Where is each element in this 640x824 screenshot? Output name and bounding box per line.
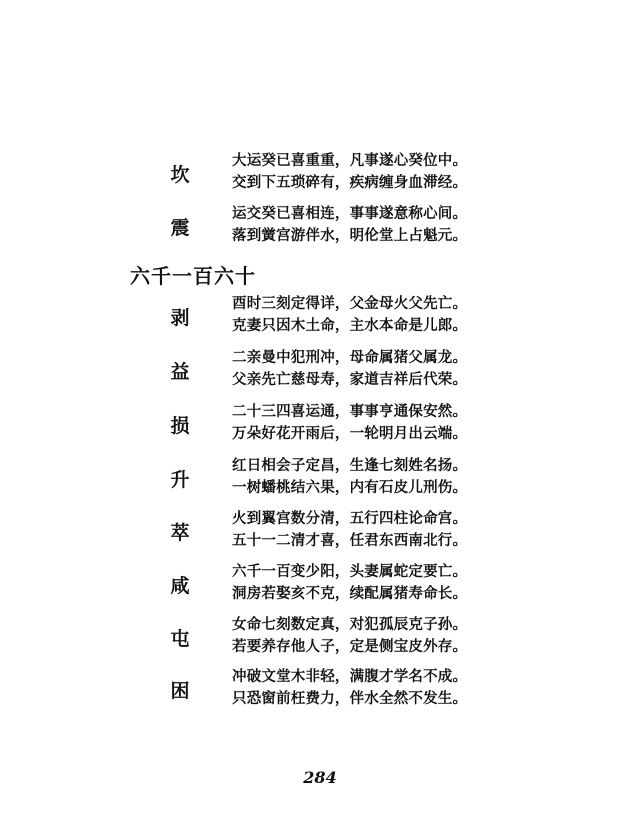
verse-text [232,347,467,391]
trigram-label: 震 [170,217,190,239]
verse-line: 只恐窗前枉费力，伴水全然不发生。 [232,690,468,707]
verse-text [232,455,467,499]
verse-line: 六千一百变少阳，头妻属蛇定要亡。 [232,563,468,580]
verse-line: 二亲曼中犯刑冲，母命属猪父属龙。 [232,349,468,366]
verse-line: 运交癸已喜相连，事事遂意称心间。 [232,205,468,222]
verse-line: 火到翼宫数分清，五行四柱论命宫。 [232,510,468,527]
trigram-label: 萃 [170,522,190,544]
trigram-label: 咸 [170,575,190,597]
verse-text [232,508,467,552]
page-number: 284 [303,768,337,787]
verse-line: 落到黉宫游伴水，明伦堂上占魁元。 [232,227,468,244]
trigram-label: 升 [170,469,190,491]
trigram-label: 损 [170,415,190,437]
verse-line: 万朵好花开雨后，一轮明月出云端。 [232,425,468,442]
verse-line: 若要养存他人子，定是侧宝皮外存。 [232,638,468,655]
verse-text [232,293,467,337]
verse-line: 大运癸已喜重重，凡事遂心癸位中。 [232,152,468,169]
verse-line: 五十一二清才喜，任君东西南北行。 [232,532,468,549]
verse-line: 父亲先亡慈母寿，家道吉祥后代荣。 [232,371,468,388]
verse-line: 红日相会子定昌，生逢七刻姓名扬。 [232,457,468,474]
trigram-label: 屯 [170,628,190,650]
verse-text [232,401,467,445]
verse-text [232,150,467,194]
trigram-label: 益 [170,361,190,383]
trigram-label: 困 [170,680,190,702]
verse-line: 女命七刻数定真，对犯孤辰克子孙。 [232,616,468,633]
trigram-label: 剥 [170,307,190,329]
section-heading: 六千一百六十 [130,264,256,288]
verse-text [232,561,467,605]
verse-line: 二十三四喜运通，事事亨通保安然。 [232,403,468,420]
verse-text [232,666,467,710]
verse-text [232,203,467,247]
verse-line: 克妻只因木土命，主水本命是儿郎。 [232,317,468,334]
verse-line: 冲破文堂木非轻，满腹才学名不成。 [232,668,468,685]
trigram-label: 坎 [170,164,190,186]
verse-line: 酉时三刻定得详，父金母火父先亡。 [232,295,468,312]
verse-line: 洞房若娶亥不克，续配属猪寿命长。 [232,585,468,602]
verse-text [232,614,467,658]
verse-line: 一树蟠桃结六果，内有石皮儿刑伤。 [232,479,468,496]
verse-line: 交到下五琐碎有，疾病缠身血滞经。 [232,174,468,191]
